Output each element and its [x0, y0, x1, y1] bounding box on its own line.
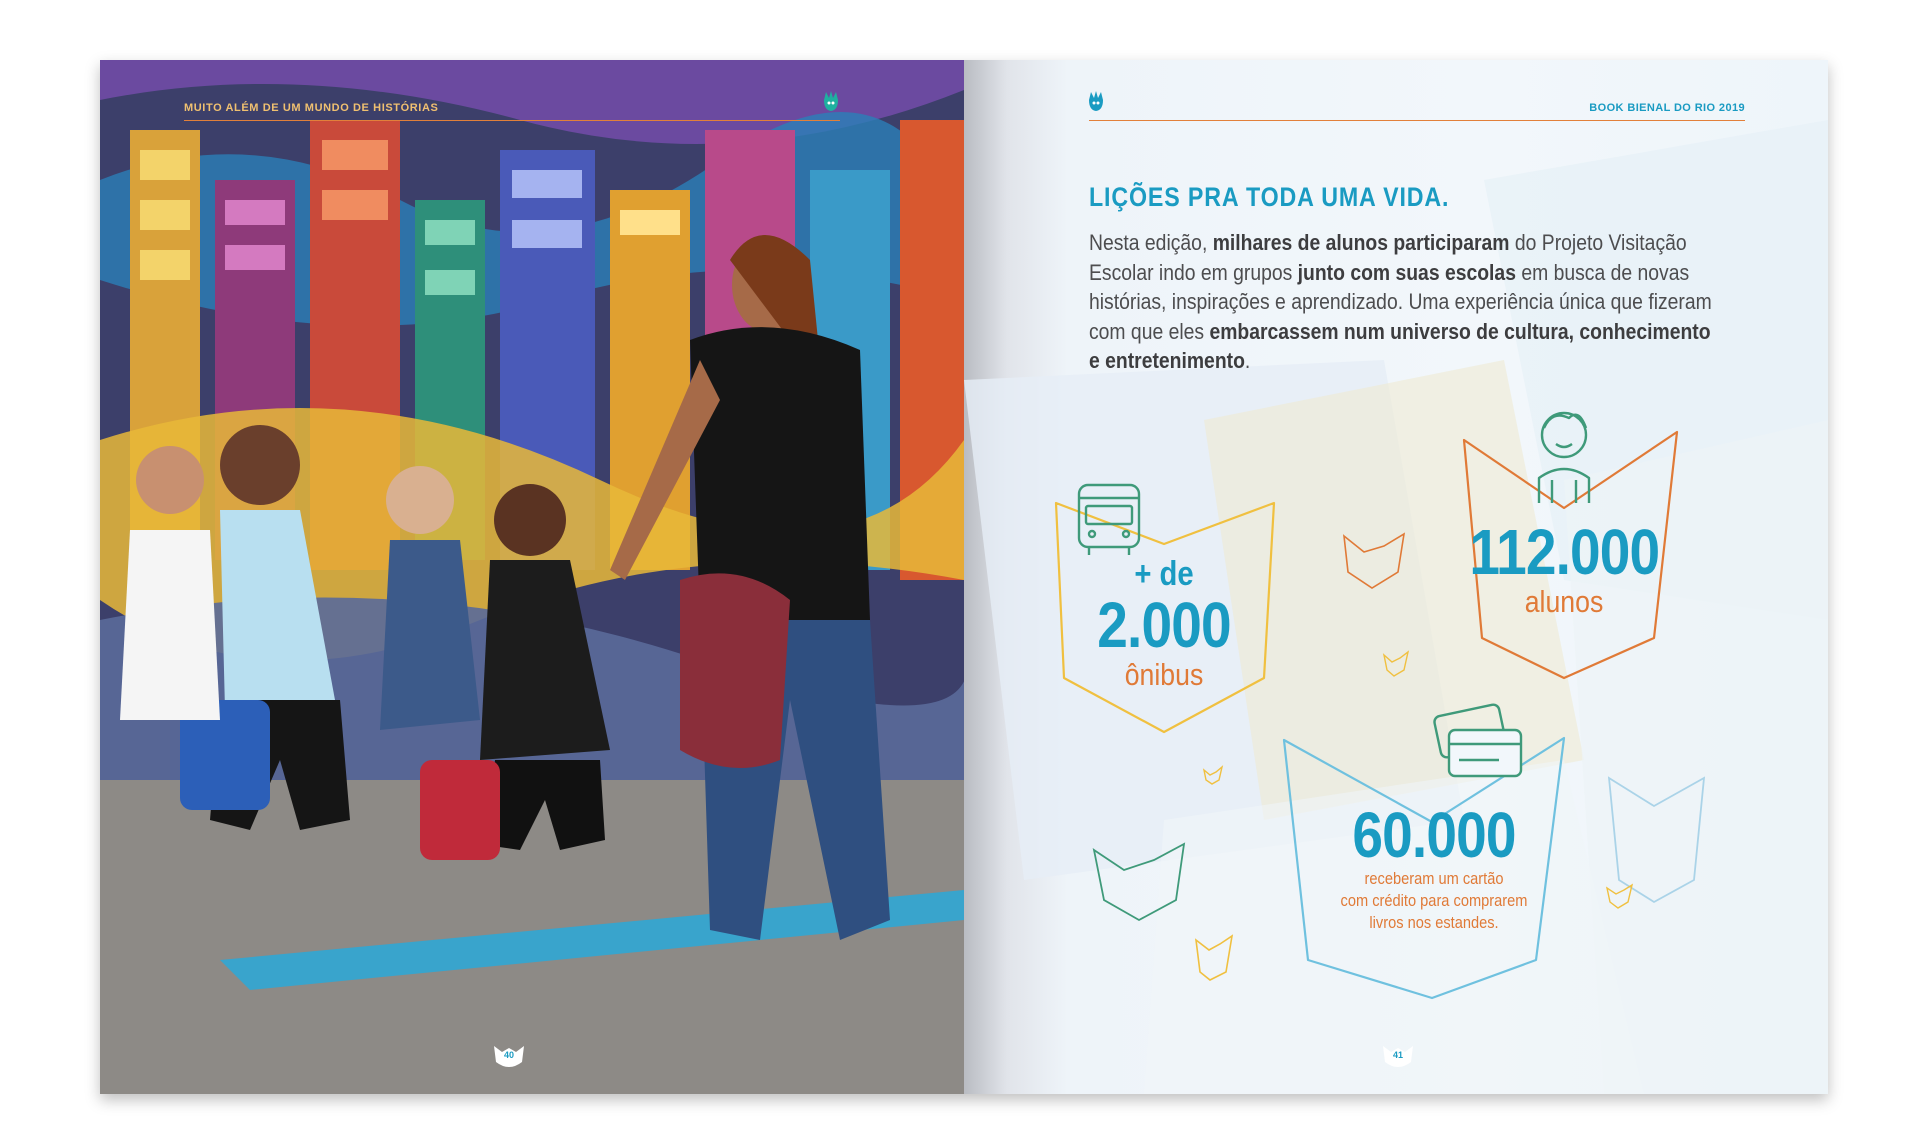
buses-value: 2.000 — [1097, 589, 1231, 661]
students-value: 112.000 — [1469, 516, 1660, 588]
book-spread — [100, 60, 1828, 1094]
decor-pocket — [1609, 778, 1704, 902]
left-running-head: MUITO ALÉM DE UM MUNDO DE HISTÓRIAS — [184, 102, 840, 121]
left-page-number: 40 — [492, 1044, 526, 1072]
decor-pocket — [1204, 767, 1222, 784]
cards-desc-line1: receberam um cartão — [1364, 869, 1504, 888]
decor-pocket — [1607, 885, 1632, 908]
cards-value: 60.000 — [1352, 799, 1516, 871]
intro-paragraph: Nesta edição, milhares de alunos participaram do Projeto Visitação Escolar indo em grupos junto com suas escolas em busca de novas histórias, inspirações e aprendizado. Uma experiência única que fizeram com que eles embarcassem num universo de cultura, conhecimento e entretenimento. — [1089, 230, 1712, 373]
school-children-photo — [100, 60, 964, 1094]
decor-pocket — [1344, 534, 1404, 588]
page-headline: LIÇÕES PRA TODA UMA VIDA. — [1089, 182, 1450, 212]
right-page-number: 41 — [1381, 1044, 1415, 1072]
decor-pocket — [1384, 652, 1408, 676]
bus-icon — [1079, 485, 1139, 555]
students-unit: alunos — [1524, 584, 1604, 619]
cards-desc-line2: com crédito para comprarem — [1340, 891, 1528, 910]
cards-stat — [1327, 799, 1542, 934]
students-stat — [1469, 516, 1660, 619]
buses-unit: ônibus — [1124, 657, 1204, 692]
buses-prefix: + de — [1134, 555, 1194, 593]
decor-pocket — [1196, 936, 1232, 980]
credit-cards-icon — [1433, 704, 1521, 776]
buses-stat — [1078, 556, 1250, 692]
right-page — [964, 60, 1828, 1094]
left-page — [100, 60, 964, 1094]
right-running-head: BOOK BIENAL DO RIO 2019 — [1089, 102, 1745, 121]
decor-pocket — [1094, 844, 1184, 920]
student-icon — [1539, 413, 1589, 503]
bienal-logo-icon — [822, 90, 840, 112]
cards-desc-line3: livros nos estandes. — [1369, 913, 1499, 932]
